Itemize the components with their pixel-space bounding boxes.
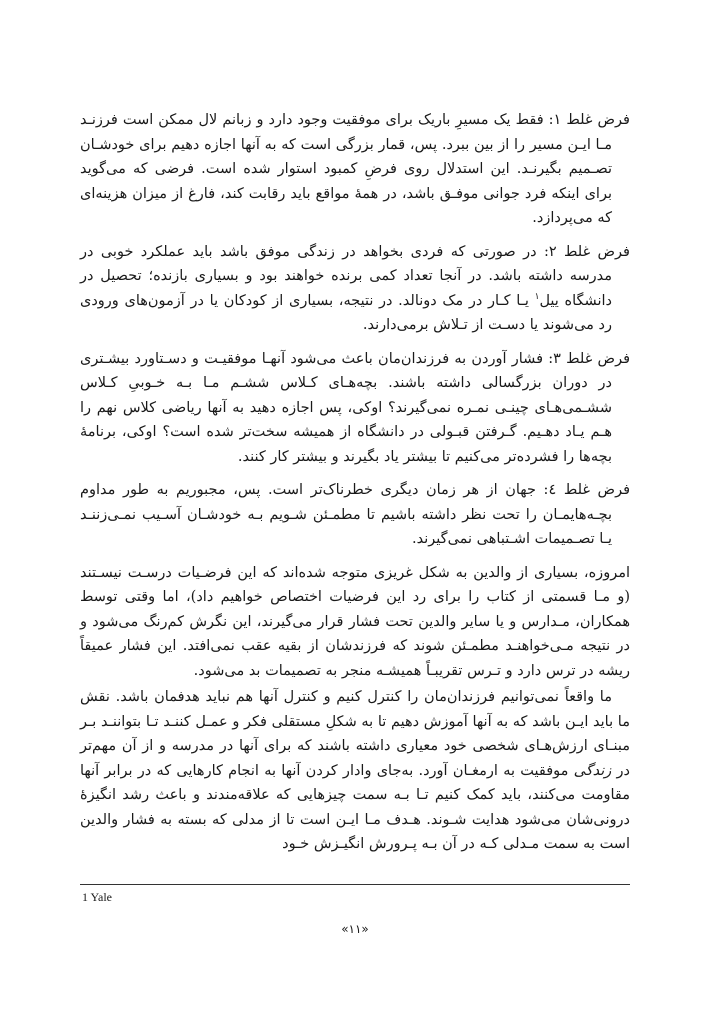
false-assumption-2: [80, 240, 630, 338]
footnote-reference[interactable]: ۱: [534, 291, 540, 302]
control-text-part2: موفقیت به ارمغـان آورد. به‌جای وادار کردن آنها به انجام کارهایی که در برابر آنها مقاومت می‌کنند، باید کمک کنیم تـا بـه سمت چیزهایی که علاقه‌مندند و باعث رشد انگیزهٔ درونی‌شان می‌شود هدایت شـوند. هـدف مـا ایـن است تا از مدلی که بسته به فشار والدین است به سمت مـدلی کـه در آن بـه پـرورش انگیـزش خـود: [80, 762, 630, 852]
false-assumption-2-tail: یـا کـار در مک دونالد. در نتیجه، بسیاری از کودکان یا در آزمون‌های ورودی رد می‌شوند یا دسـت از تـلاش برمی‌دارند.: [80, 292, 612, 333]
false-assumption-3: [80, 347, 630, 470]
false-assumption-3-text: فشار آوردن به فرزندان‌مان باعث می‌شود آنهـا موفقیـت و دسـتاورد بیشـتری در دوران بزرگسالی داشته باشند. بچه‌هـای کـلاس ششـم مـا بـه خـوبیِ کـلاس ششـمی‌هـای چینـی نمـره نمی‌گیرند؟ اوکی، پس اجازه دهید به آنها ریاضی کلاس نهم را هـم یـاد دهـیم. گـرفتن قبـولی در دانشگاه از همیشه سخت‌تر شده است؟ اوکی، برنامهٔ بچه‌ها را فشرده‌تر می‌کنیم تا بیشتر یاد بگیرند و بیشتر کار کنند.: [80, 350, 612, 465]
footnote: 1 Yale: [82, 890, 113, 904]
body-paragraph-control: [80, 685, 630, 857]
false-assumption-2-text: در آنجا تعداد کمی برنده خواهند بود و بسیاری بازنده؛ تحصیل در دانشگاه ییل: [80, 268, 612, 309]
false-assumption-1: فرض غلط ۱: فقط یک مسیرِ باریک برای موفقیت وجود دارد و زبانم لال ممکن است فرزنـد مـا ایـن مسیر را از بین ببرد. پس، قمار بزرگی است که به آنها اجازه دهیم برای خودشـان تصـمیم بگیرنـد. این استدلال روی فرضِ کمبود استوار شده است. فرضی که می‌گوید برای اینکه فرد جوانی موفـق باشد، در همهٔ مواقع باید رقابت کند، فارغ از میزان هزینه‌ای که می‌پردازد.: [80, 112, 630, 226]
false-assumption-4: فرض غلط ٤: جهان از هر زمان دیگری خطرناک‌تر است. پس، مجبوریم به طور مداوم بچـه‌هایمـان را تحت نظر داشته باشیم تا مطمـئن شـویم بـه خودشـان آسـیب نمـی‌زننـد یـا تصـمیمات اشـتباهی نمی‌گیرند.: [80, 482, 631, 547]
control-text-part1: ما واقعاً نمی‌توانیم فرزندان‌مان را کنترل کنیم و کنترل آنها هم نباید هدفمان باشد. نقش ما باید ایـن باشد که به آنها آموزش دهیم تا به شکلِ مستقلی فکر و عمـل کننـد تـا بتواننـد بـر مبنـای ارزش‌هـای شخصی خود معیاری داشته باشند که برای آنها در مدرسه و از آن مهم‌تر در: [80, 689, 630, 779]
false-assumption-3-label: فرض غلط ۳:: [548, 350, 630, 367]
false-assumption-2-lead: فرض غلط ۲: در صورتی که فردی بخواهد در زندگی موفق باشد باید عملکرد خوبی در مدرسه داشته باشد.: [80, 243, 630, 284]
footnote-divider: [80, 884, 630, 885]
body-paragraph-fear: امروزه، بسیاری از والدین به شکل غریزی متوجه شده‌اند که این فرضـیات درسـت نیسـتند (و مـا قسمتی از کتاب را برای رد این فرضیات اختصاص خواهیم داد)، اما وقتی توسط همکاران، مـدارس و یا سایر والدین تحت فشار قرار می‌گیرند، این نگرش کم‌رنگ می‌شود و در نتیجه مـی‌خواهنـد مطمـئن شوند که فرزندشان از بقیه عقب نمی‌افتد. این فشار عمیقاً ریشه در ترس دارد و تـرس تقریبـاً همیشـه منجر به تصمیمات بد می‌شود.: [80, 564, 630, 679]
control-italic-life: زندگی: [573, 762, 612, 779]
page-body: [80, 108, 630, 857]
page-number: «۱۱»: [341, 922, 369, 936]
